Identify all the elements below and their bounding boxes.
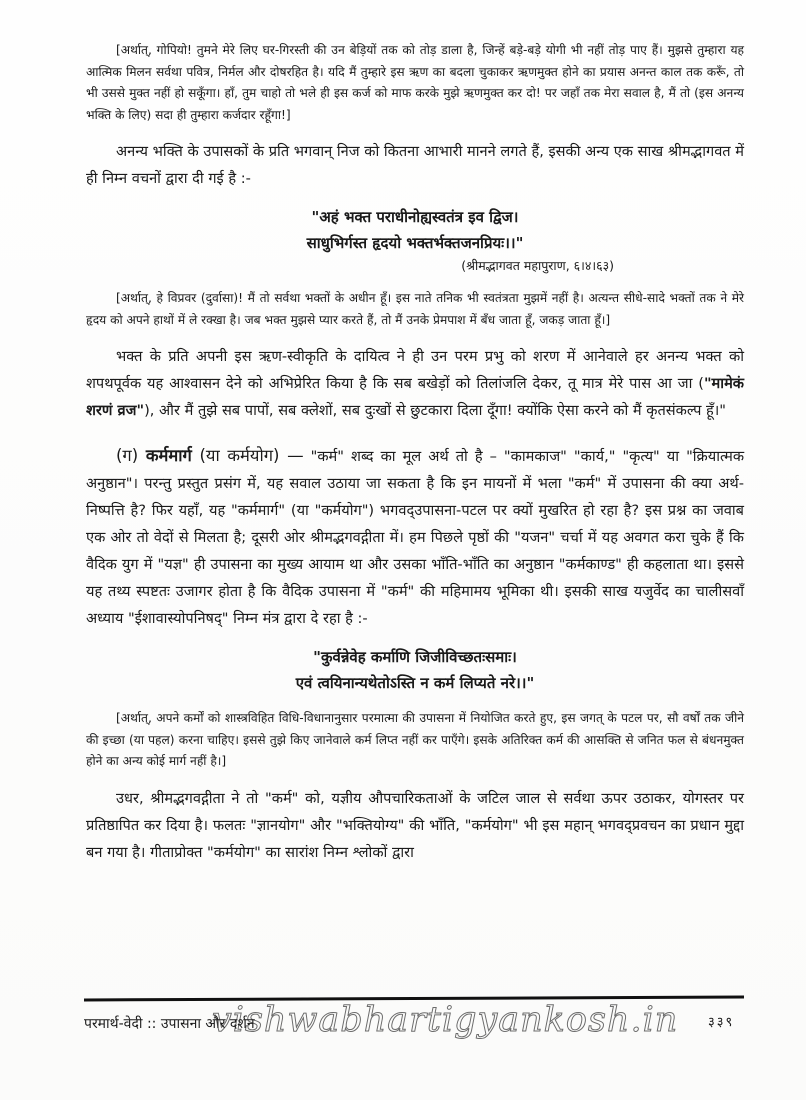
section-karmamarg bbox=[86, 442, 744, 632]
verse-citation: (श्रीमद्भागवत महापुराण, ६।४।६३) bbox=[461, 258, 614, 273]
section-body-rest: । परन्तु प्रस्तुत प्रसंग में, यह सवाल उठाया जा सकता है कि इन मायनों में भला "कर्म" में उपासना की क्या अर्थ-निष्पत्ति है? फिर यहाँ, यह "कर्ममार्ग" (या "कर्मयोग") भगवद्उपासना-पटल पर क्यों मुखरित हो रहा है? इस प्रश्न का जवाब एक ओर तो वेदों से मिलता है; दूसरी ओर श्रीमद्भगवद्गीता में। हम पिछले पृष्ठों की "यजन" चर्चा में यह अवगत करा चुके हैं कि वैदिक युग में "यज्ञ" ही उपासना का मुख्य आयाम था और उसका भाँति-भाँति का अनुष्ठान "कर्मकाण्ड" ही कहलाता था। इससे यह तथ्य स्पष्टतः उजागर होता है कि वैदिक उपासना में "कर्म" की महिमामय भूमिका थी। इसकी साख यजुर्वेद का चालीसवाँ अध्याय "ईशावास्योपनिषद्" निम्न मंत्र द्वारा दे रहा है :- bbox=[86, 475, 744, 627]
verse-line-1: "अहं भक्त पराधीनोह्यस्वतंत्र इव द्विज। bbox=[311, 208, 519, 226]
translation-note-gopis: [अर्थात्, गोपियो! तुमने मेरे लिए घर-गिरस्ती की उन बेड़ियों तक को तोड़ डाला है, जिन्हें बड़े-बड़े योगी भी नहीं तोड़ पाए हैं। मुझसे तुम्हारा यह आत्मिक मिलन सर्वथा पवित्र, निर्मल और दोषरहित है। यदि मैं तुम्हारे इस ऋण का बदला चुकाकर ऋणमुक्त होने का प्रयास अनन्त काल तक करूँ, तो भी उससे मुक्त नहीं हो सकूँगा। हाँ, तुम चाहो तो भले ही इस कर्ज को माफ करके मुझे ऋणमुक्त कर दो! पर जहाँ तक मेरा सवाल है, मैं तो (इस अनन्य भक्ति के लिए) सदा ही तुम्हारा कर्जदार रहूँगा!] bbox=[86, 43, 744, 122]
verse-line-1: "कुर्वन्नेवेह कर्माणि जिजीविच्छतःसमाः। bbox=[313, 648, 517, 666]
paragraph-gita-karmayoga: उधर, श्रीमद्भगवद्गीता ने तो "कर्म" को, यज्ञीय औपचारिकताओं के जटिल जाल से सर्वथा ऊपर उठाकर, योगस्तर पर प्रतिष्ठापित कर दिया है। फलतः "ज्ञानयोग" और "भक्तियोग्य" की भाँति, "कर्मयोग" भी इस महान् भगवद्प्रवचन का प्रधान मुद्दा बन गया है। गीताप्रोक्त "कर्मयोग" का सारांश निम्न श्लोकों द्वारा bbox=[86, 789, 744, 861]
watermark: vishwabhartigyankosh.in bbox=[212, 1000, 679, 1040]
surrender-quote: "मामेकं शरणं व्रज" bbox=[86, 375, 744, 419]
surrender-text-after: ), और मैं तुझे सब पापों, सब क्लेशों, सब दुःखों से छुटकारा दिला दूँगा! क्योंकि ऐसा करने को मैं कृतसंकल्प हूँ।" bbox=[144, 402, 727, 419]
verse-line-2: एवं त्वयिनान्यथेतोऽस्ति न कर्म लिप्यते नरे।।" bbox=[295, 674, 535, 692]
running-footer-title: परमार्थ-वेदी :: उपासना और दर्शन bbox=[84, 1016, 255, 1032]
translation-note-isha: [अर्थात्, अपने कर्मों को शास्त्रविहित विधि-विधानानुसार परमात्मा की उपासना में नियोजित करते हुए, इस जगत् के पटल पर, सौ वर्षों तक जीने की इच्छा (या पहल) करना चाहिए। इससे तुझे किए जानेवाले कर्म लिप्त नहीं कर पाएँगे। इसके अतिरिक्त कर्म की आसक्ति से जनित फल से बंधनमुक्त होने का अन्य कोई मार्ग नहीं है।] bbox=[86, 711, 744, 768]
section-body-start: "कर्म" शब्द का मूल अर्थ तो है – "कामकाज" "कार्य," "कृत्य" या bbox=[310, 448, 687, 465]
page-content bbox=[86, 40, 744, 866]
section-dash: — bbox=[287, 446, 304, 465]
translation-note-durvasa: [अर्थात्, हे विप्रवर (दुर्वासा)! मैं तो सर्वथा भक्तों के अधीन हूँ। इस नाते तनिक भी स्वतंत्रता मुझमें नहीं है। अत्यन्त सीधे-सादे भक्तों तक ने मेरे हृदय को अपने हाथों में ले रक्खा है। जब भक्त मुझसे प्यार करते हैं, तो मैं उनके प्रेमपाश में बँध जाता हूँ, जकड़ जाता हूँ।] bbox=[86, 291, 744, 327]
page-number: ३३९ bbox=[708, 1015, 735, 1030]
section-title: कर्ममार्ग bbox=[145, 446, 192, 465]
section-label: (ग) bbox=[116, 446, 139, 465]
paragraph-surrender bbox=[86, 343, 744, 424]
paragraph-bhagavata-intro: अनन्य भक्ति के उपासकों के प्रति भगवान् निज को कितना आभारी मानने लगते हैं, इसकी अन्य एक साख श्रीमद्भागवत में ही निम्न वचनों द्वारा दी गई है :- bbox=[86, 143, 744, 187]
verse-bhagavata bbox=[86, 204, 744, 276]
verse-line-2: साधुभिर्गस्त हृदयो भक्तर्भक्तजनप्रियः।।" bbox=[306, 234, 524, 252]
section-body-mid: "क्रियात्मक अनुष्ठान" bbox=[86, 448, 745, 492]
section-subtitle: (या कर्मयोग) bbox=[199, 446, 280, 465]
surrender-text-before: भक्त के प्रति अपनी इस ऋण-स्वीकृति के दायित्व ने ही उन परम प्रभु को शरण में आनेवाले हर अनन्य भक्त को शपथपूर्वक यह आश्वासन देने को अभिप्रेरित किया है कि सब बखेड़ों को तिलांजलि देकर, तू मात्र मेरे पास आ जा ( bbox=[86, 348, 744, 392]
verse-isha-upanishad bbox=[86, 644, 744, 696]
section-heading bbox=[116, 446, 304, 465]
